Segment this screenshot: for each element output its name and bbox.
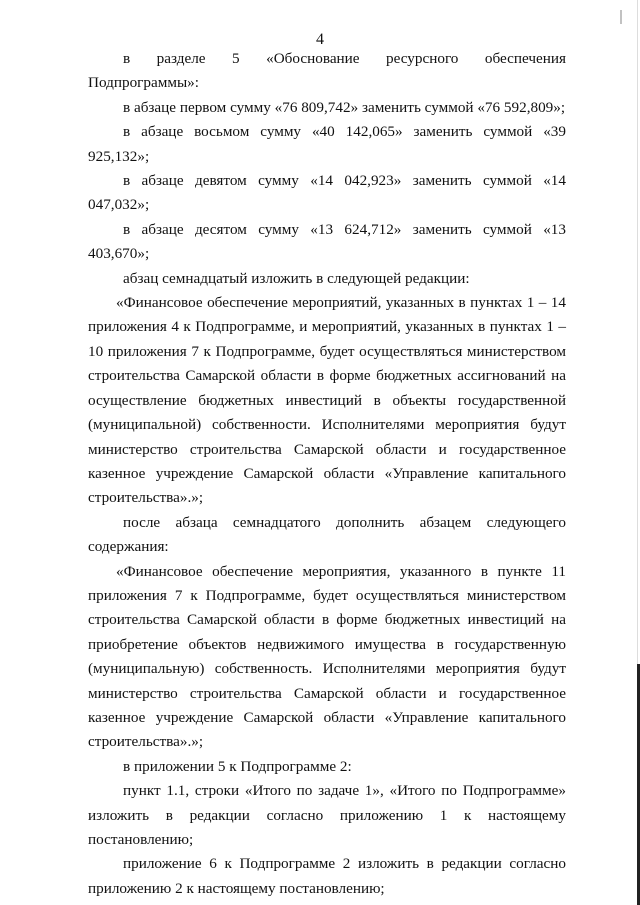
paragraph-3: в абзаце восьмом сумму «40 142,065» заменить суммой «39 925,132»; <box>88 123 566 165</box>
document-body <box>88 47 566 901</box>
paragraph-9: «Финансовое обеспечение мероприятия, указанного в пункте 11 приложения 7 к Подпрограмме, будет осуществляться министерством строительства Самарской области в форме бюджетных инвестиций на приобретение объектов недвижимого имущества в государственную (муниципальную) собственность. Исполнителями мероприятия будут министерство строительства Самарской области и государственное казенное учреждение Самарской области «Управление капитального строительства».»; <box>88 562 566 751</box>
paragraph-7: «Финансовое обеспечение мероприятий, указанных в пунктах 1 – 14 приложения 4 к Подпрограмме, и мероприятий, указанных в пунктах 1 – 10 приложения 7 к Подпрограмме, будет осуществляться министерством строительства Самарской области в форме бюджетных ассигнований на осуществление бюджетных инвестиций в объекты государственной (муниципальной) собственности. Исполнителями мероприятия будут министерство строительства Самарской области и государственное казенное учреждение Самарской области «Управление капитального строительства».»; <box>88 294 566 507</box>
scan-artifact <box>620 10 622 24</box>
paragraph-4: в абзаце девятом сумму «14 042,923» заменить суммой «14 047,032»; <box>88 172 566 214</box>
paragraph-1: в разделе 5 «Обоснование ресурсного обеспечения Подпрограммы»: <box>88 50 566 92</box>
paragraph-8: после абзаца семнадцатого дополнить абзацем следующего содержания: <box>88 513 566 556</box>
paragraph-10: в приложении 5 к Подпрограмме 2: <box>123 757 352 775</box>
paragraph-2: в абзаце первом сумму «76 809,742» заменить суммой «76 592,809»; <box>123 98 566 116</box>
page-number: 4 <box>316 31 324 48</box>
paragraph-6: абзац семнадцатый изложить в следующей редакции: <box>123 269 470 287</box>
paragraph-11: пункт 1.1, строки «Итого по задаче 1», «Итого по Подпрограмме» изложить в редакции согласно приложению 1 к настоящему постановлению; <box>88 782 566 848</box>
paragraph-5: в абзаце десятом сумму «13 624,712» заменить суммой «13 403,670»; <box>88 220 566 263</box>
paragraph-12: приложение 6 к Подпрограмме 2 изложить в редакции согласно приложению 2 к настоящему постановлению; <box>88 855 566 897</box>
